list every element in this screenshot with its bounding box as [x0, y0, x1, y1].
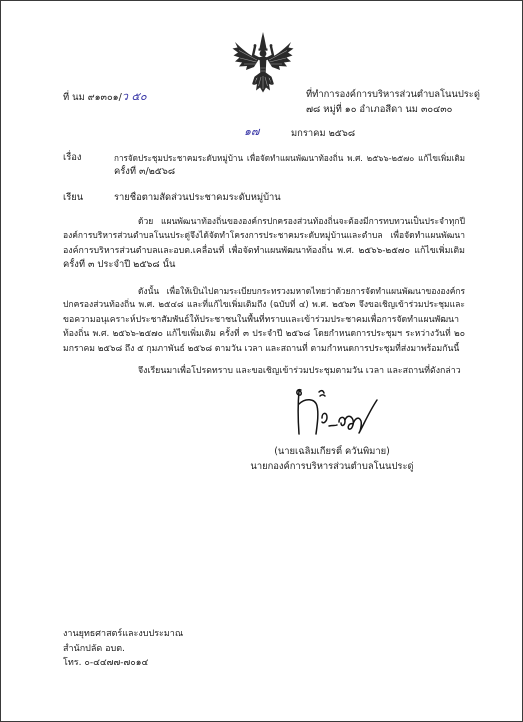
letter-date-day: ๑๗: [244, 125, 260, 138]
paragraph-line: ด้วย แผนพัฒนาท้องถิ่นขององค์กรปกครองส่วนท้องถิ่นจะต้องมีการทบทวนเป็นประจำทุกปี: [138, 217, 465, 227]
signature: [289, 382, 383, 442]
body-paragraph-2: [63, 284, 465, 356]
letter-date: [244, 126, 424, 142]
paragraph-line: ขอความอนุเคราะห์ประชาสัมพันธ์ให้ประชาชนในพื้นที่ทราบและเข้าร่วมประชาคมเพื่อการจัดทำแผนพัฒนา: [63, 314, 460, 325]
reference-number-handwritten: ว ๕๐: [121, 90, 147, 103]
reference-number: [63, 90, 238, 104]
salutation-text: [114, 191, 465, 205]
footer-contact: [63, 627, 313, 671]
body-paragraph-1: [63, 215, 465, 273]
paragraph-line: ท้องถิ่น พ.ศ. ๒๕๖๖-๒๕๗๐ แก้ไขเพิ่มเติม ครั้งที่ ๓ ประจำปี ๒๕๖๘ โดยกำหนดการประชุมฯ ระหว่างวันที่ ๒๐: [63, 329, 465, 340]
letter-date-month-year: มกราคม ๒๕๖๘: [291, 128, 356, 139]
sender-address: [306, 87, 518, 117]
subject-label: เรื่อง: [63, 152, 82, 163]
salutation-label: เรียน: [63, 192, 84, 203]
paragraph-line: ครั้งที่ ๓ ประจำปี ๒๕๖๘ นั้น: [63, 259, 176, 271]
paragraph-line: ดังนั้น เพื่อให้เป็นไปตามระเบียบกระทรวงมหาดไทยว่าด้วยการจัดทำแผนพัฒนาขององค์กร: [138, 286, 465, 296]
signer-position: นายกองค์การบริหารส่วนตำบลโนนประดู่: [250, 461, 414, 472]
footer-department: งานยุทธศาสตร์และงบประมาณ: [63, 629, 184, 639]
footer-phone: โทร. ๐-๔๔๗๗-๗๐๑๔: [63, 658, 149, 669]
paragraph-line: จึงเรียนมาเพื่อโปรดทราบ และขอเชิญเข้าร่วมประชุมตามวัน เวลา และสถานที่ดังกล่าว: [138, 366, 461, 376]
body-paragraph-3: [63, 364, 465, 378]
signature-drawing: [289, 382, 383, 442]
signer-name: (นายเฉลิมเกียรติ์ ควันพิมาย): [274, 446, 390, 457]
paragraph-line: องค์การบริหารส่วนตำบลและอบต.เคลื่อนที่ เพื่อจัดทำแผนพัฒนาท้องถิ่น พ.ศ. ๒๕๖๖-๒๕๗๐ แก้ไขเพิ่มเติม: [63, 245, 465, 256]
reference-number-printed: ที่ นม ๙๑๓๐๑/: [63, 92, 122, 103]
garuda-emblem: [231, 31, 295, 93]
subject-text: [114, 151, 465, 180]
sender-address-line: ๗๘ หมู่ที่ ๑๐ อำเภอสีดา นม ๓๐๔๓๐: [306, 104, 453, 115]
sender-address-line: ที่ทำการองค์การบริหารส่วนตำบลโนนประดู่: [306, 89, 480, 100]
salutation-line: รายชื่อตามสัดส่วนประชาคมระดับหมู่บ้าน: [114, 192, 281, 203]
paragraph-line: องค์การบริหารส่วนตำบลโนนประดู่จึงได้จัดทำโครงการประชาคมระดับหมู่บ้านและตำบล เพื่อจัดทำแผนพัฒนา: [63, 231, 465, 242]
subject-line: การจัดประชุมประชาคมระดับหมู่บ้าน เพื่อจัดทำแผนพัฒนาท้องถิ่น พ.ศ. ๒๕๖๖-๒๕๗๐ แก้ไขเพิ่มเติม: [114, 153, 465, 163]
subject-line: ครั้งที่ ๓/๒๕๖๘: [114, 166, 176, 178]
subject-row: [63, 151, 465, 180]
paragraph-line: มกราคม ๒๕๖๘ ถึง ๕ กุมภาพันธ์ ๒๕๖๘ ตามวัน เวลา และสถานที่ ตามกำหนดการประชุมที่ส่งมาพร้อมกันนี้: [63, 343, 460, 354]
salutation-row: [63, 191, 465, 206]
paragraph-line: ปกครองส่วนท้องถิ่น พ.ศ. ๒๕๔๘ และที่แก้ไขเพิ่มเติมถึง (ฉบับที่ ๔) พ.ศ. ๒๕๖๓ จึงขอเชิญเข้าร่วมประชุมและ: [63, 300, 465, 311]
footer-office: สำนักปลัด อบต.: [63, 643, 125, 654]
garuda-emblem-icon: [231, 31, 295, 93]
